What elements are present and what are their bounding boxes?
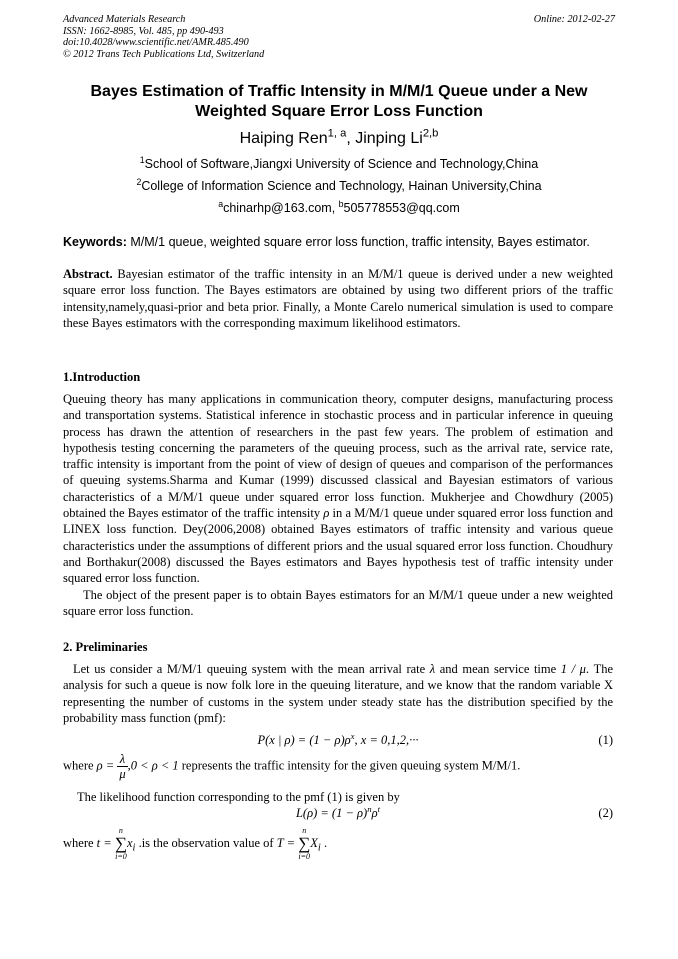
sum-1-lower: i=0 — [115, 852, 127, 861]
email-a: chinarhp@163.com, — [223, 201, 339, 215]
sum-1-upper: n — [118, 826, 123, 835]
online-date: Online: 2012-02-27 — [533, 14, 615, 25]
keywords-label: Keywords: — [63, 235, 127, 249]
journal-name: Advanced Materials Research — [63, 14, 186, 25]
x-i-subscript: i — [132, 842, 136, 854]
prelim-p1-part-a: Let us consider a M/M/1 queuing system with the mean arrival rate — [73, 662, 430, 676]
authors — [0, 127, 678, 148]
affiliation-1-text: School of Software,Jiangxi University of Science and Technology,China — [144, 157, 539, 171]
X-i-subscript: i — [317, 842, 321, 854]
affiliation-2-sup: 2 — [136, 176, 142, 187]
frac-denominator: μ — [119, 767, 126, 781]
equation-1-exponent: x — [350, 730, 355, 741]
equation-2-main: L(ρ) = (1 − ρ) — [295, 806, 368, 820]
where-rho-text: represents the traffic intensity for the given queuing system M/M/1. — [178, 758, 521, 773]
abstract-label: Abstract. — [63, 267, 113, 281]
lambda-over-mu — [117, 752, 127, 781]
prelim-p1-part-b: and mean service time — [435, 662, 561, 676]
equation-2-number: (2) — [598, 806, 613, 820]
keywords-text: M/M/1 queue, weighted square error loss function, traffic intensity, Bayes estimator. — [126, 235, 590, 249]
X-i: X — [310, 835, 318, 850]
abstract-text: Bayesian estimator of the traffic intensity in an M/M/1 queue is derived under a new weighted square error loss function. The Bayes estimators are obtained by using two different priors of the traffic intensity,namely,quasi-prior and beta prior. Finally, a Monte Carelo numerical simulation is used to compare these Bayes estimators with the corresponding maximum likelihood estimators. — [63, 267, 613, 330]
sum-1-sigma: ∑ — [114, 834, 127, 853]
author-1: Haiping Ren — [239, 130, 328, 147]
intro-p1-part-a: Queuing theory has many applications in communication theory, computer designs, manufacturing process and transportation systems. Statistical inference in stochastic process and in particular inference in queuing process has drawn the attention of researchers in the past few years. The problem of estimation and hypothesis testing concerning the parameters of the queuing process, such as the arrival rate, service rate, traffic intensity is important from the point of view of design of queues and comparison of the performances of queuing systems.Sharma and Kumar (1999) discussed classical and Bayesian estimators of various characteristics of a M/M/1 queue under squared error loss function. Mukherjee and Chowdhury (2005) obtained the Bayes estimator of the traffic intensity — [63, 392, 613, 521]
email-b: 505778553@qq.com — [343, 201, 460, 215]
doi-line: doi:10.4028/www.scientific.net/AMR.485.490 — [63, 37, 249, 49]
affiliation-2-text: College of Information Science and Technology, Hainan University,China — [141, 179, 542, 193]
equation-2 — [63, 803, 613, 824]
rho-equals: ρ = — [96, 758, 118, 773]
equation-2-body — [63, 803, 613, 821]
rho-range: ,0 < ρ < 1 — [127, 758, 179, 773]
likelihood-intro: The likelihood function corresponding to the pmf (1) is given by — [77, 790, 400, 804]
keywords — [63, 235, 623, 249]
author-2: , Jinping Li — [346, 130, 423, 147]
inverse-mu: 1 / μ — [560, 662, 586, 676]
intro-paragraph-2: The object of the present paper is to obtain Bayes estimators for an M/M/1 queue under a new weighted square error loss function. — [63, 588, 613, 619]
sum-2-sigma: ∑ — [298, 834, 311, 853]
where-t-text: .is the observation value of — [135, 835, 277, 850]
email-a-sup: a — [218, 198, 224, 209]
rho-symbol: ρ — [323, 506, 330, 521]
equation-2-rho: ρ — [371, 806, 378, 820]
t-equals: t = — [96, 835, 115, 850]
where-t-end: . — [320, 835, 328, 850]
intro-heading: 1.Introduction — [63, 370, 141, 384]
intro-p1-part-b: in a M/M/1 queue under squared error loss function and LINEX loss function. Dey(2006,2008) obtained Bayes estimators of traffic intensity and various queue characteristics under the assumptions of different priors and the usual squared error loss function. Choudhury and Borthakur(2008) discussed the Bayes estimators and Bayes hypothesis test of traffic intensity under squared error loss function. — [63, 506, 613, 586]
x-i: x — [126, 835, 133, 850]
author-1-sup: 1, a — [327, 127, 347, 140]
running-header — [63, 14, 264, 60]
affiliation-1 — [0, 154, 678, 171]
affiliation-2 — [0, 176, 678, 193]
where-rho-line — [63, 752, 613, 781]
copyright-line: © 2012 Trans Tech Publications Ltd, Switzerland — [63, 48, 265, 60]
issn-line: ISSN: 1662-8985, Vol. 485, pp 490-493 — [63, 25, 224, 37]
lambda-symbol: λ — [429, 662, 436, 676]
affiliation-1-sup: 1 — [139, 154, 145, 165]
author-2-sup: 2,b — [422, 127, 439, 140]
equation-1-tail: , x = 0,1,2,··· — [354, 733, 419, 747]
equation-1 — [63, 730, 613, 751]
where-t-line — [63, 826, 613, 862]
where-t-label: where — [63, 835, 97, 850]
sum-symbol-2 — [298, 826, 310, 862]
sum-symbol-1 — [115, 826, 127, 862]
prelim-paragraph-1 — [63, 661, 613, 726]
T-equals: T = — [276, 835, 299, 850]
sum-2-upper: n — [302, 826, 307, 835]
prelim-heading: 2. Preliminaries — [63, 640, 148, 654]
email-b-sup: b — [338, 198, 344, 209]
paper-title — [40, 82, 638, 122]
equation-2-exp-t: t — [377, 803, 381, 814]
equation-2-exp-n: n — [367, 803, 372, 814]
abstract — [63, 266, 613, 331]
emails — [0, 198, 678, 215]
title-line-2: Weighted Square Error Loss Function — [195, 103, 483, 120]
sum-2-lower: i=0 — [298, 852, 311, 861]
where-label: where — [63, 758, 97, 773]
frac-numerator: λ — [117, 752, 127, 767]
title-line-1: Bayes Estimation of Traffic Intensity in M/M/1 Queue under a New — [90, 83, 588, 100]
equation-1-body — [63, 730, 613, 748]
equation-1-main: P(x | ρ) = (1 − ρ)ρ — [257, 733, 351, 747]
prelim-p1-part-c: . The analysis for such a queue is now folk lore in the queuing literature, and we know that the random variable X representing the number of customs in the system under steady state has the distribution specified by the probability mass function (pmf): — [63, 662, 614, 725]
equation-1-number: (1) — [598, 733, 613, 747]
intro-paragraph-1 — [63, 391, 613, 587]
